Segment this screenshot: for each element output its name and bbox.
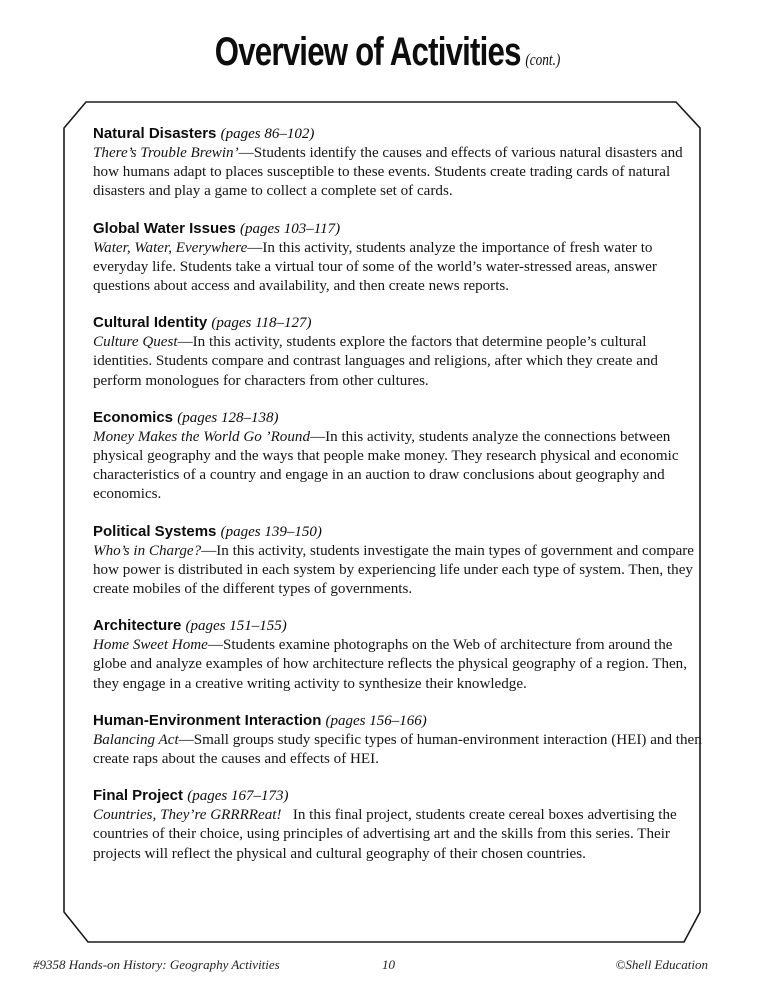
section-heading-text: Natural Disasters xyxy=(93,125,217,142)
section-heading xyxy=(93,313,703,333)
activity-section xyxy=(93,124,703,202)
section-heading xyxy=(93,711,703,731)
page-title-text: Overview of Activities xyxy=(214,30,521,74)
section-heading xyxy=(93,124,703,144)
footer-copyright: ©Shell Education xyxy=(615,957,708,972)
page-range: (pages 103–117) xyxy=(240,220,341,237)
activity-section xyxy=(93,219,703,297)
activity-title: Water, Water, Everywhere xyxy=(93,239,248,256)
activity-description: —Students examine photographs on the Web of architecture from around the globe and analyze examples of how architecture reflects the physical geography of a region. Then, they engage in a creative writing activity to synthesize their knowledge. xyxy=(93,637,688,692)
activity-section xyxy=(93,522,703,600)
section-description xyxy=(93,428,703,505)
activity-description: —Students identify the causes and effects of various natural disasters and how humans adapt to places susceptible to these events. Students create trading cards of natural disasters and play a game to collect a complete set of cards. xyxy=(93,145,683,200)
section-heading xyxy=(93,616,703,636)
section-description xyxy=(93,731,703,769)
activity-title: Countries, They’re GRRRReat! xyxy=(93,807,282,824)
section-description xyxy=(93,144,703,202)
activity-section xyxy=(93,711,703,769)
activity-section xyxy=(93,616,703,694)
page-range: (pages 156–166) xyxy=(325,712,427,729)
page-range: (pages 151–155) xyxy=(185,618,287,635)
section-heading-text: Human-Environment Interaction xyxy=(93,711,322,729)
page-range: (pages 118–127) xyxy=(211,315,312,332)
section-description xyxy=(93,636,703,694)
activity-description: —In this activity, students explore the factors that determine people’s cultural identities. Students compare and contrast languages and religions, after which they create and perform monologues for characters from other cultures. xyxy=(93,334,658,389)
title-suffix: (cont.) xyxy=(525,50,561,69)
section-heading xyxy=(93,219,703,239)
activity-title: Money Makes the World Go ’Round xyxy=(93,428,310,445)
activity-description: In this final project, students create cereal boxes advertising the countries of their choice, using principles of advertising art and the skills from this series. Their projects will reflect the physical and cultural geography of their chosen countries. xyxy=(93,807,681,862)
page-range: (pages 139–150) xyxy=(220,523,322,540)
activity-title: Who’s in Charge? xyxy=(93,542,202,559)
activity-description: —In this activity, students analyze the importance of fresh water to everyday life. Students take a virtual tour of some of the world’s water-stressed areas, answer questions about access and availability, and then create news reports. xyxy=(93,239,657,295)
section-description xyxy=(93,806,703,864)
section-heading-text: Final Project xyxy=(93,787,184,805)
page-range: (pages 167–173) xyxy=(187,788,289,805)
section-heading-text: Economics xyxy=(93,408,174,426)
section-heading-text: Architecture xyxy=(93,617,182,635)
activity-title: Balancing Act xyxy=(93,731,179,748)
footer-page-number: 10 xyxy=(382,957,395,972)
activity-section xyxy=(93,313,703,391)
section-heading-text: Political Systems xyxy=(93,522,217,540)
section-heading xyxy=(93,786,703,806)
section-description xyxy=(93,333,703,391)
section-heading-text: Global Water Issues xyxy=(93,219,236,237)
activity-title: Home Sweet Home xyxy=(93,637,208,654)
section-heading xyxy=(93,408,703,428)
footer-book-title: #9358 Hands-on History: Geography Activities xyxy=(33,957,280,972)
activity-section xyxy=(93,786,703,864)
activity-section xyxy=(93,408,703,505)
activities-list xyxy=(93,124,703,881)
page-range: (pages 86–102) xyxy=(220,126,315,142)
section-description xyxy=(93,542,703,600)
section-heading xyxy=(93,522,703,542)
section-description xyxy=(93,239,703,297)
activity-description: —In this activity, students analyze the connections between physical geography and the ways that people make money. They research physical and economic characteristics of a country and engage in an auction to draw conclusions about geography and economics. xyxy=(93,428,679,503)
activity-description: —Small groups study specific types of human-environment interaction (HEI) and then create raps about the causes and effects of HEI. xyxy=(93,731,702,768)
page-range: (pages 128–138) xyxy=(177,409,279,426)
activity-description: —In this activity, students investigate the main types of government and compare how power is distributed in each system by experiencing life under each type of system. Then, they create mobiles of the different types of governments. xyxy=(93,542,694,598)
activity-title: Culture Quest xyxy=(93,334,178,351)
section-heading-text: Cultural Identity xyxy=(93,314,208,332)
activity-title: There’s Trouble Brewin’ xyxy=(93,145,239,161)
